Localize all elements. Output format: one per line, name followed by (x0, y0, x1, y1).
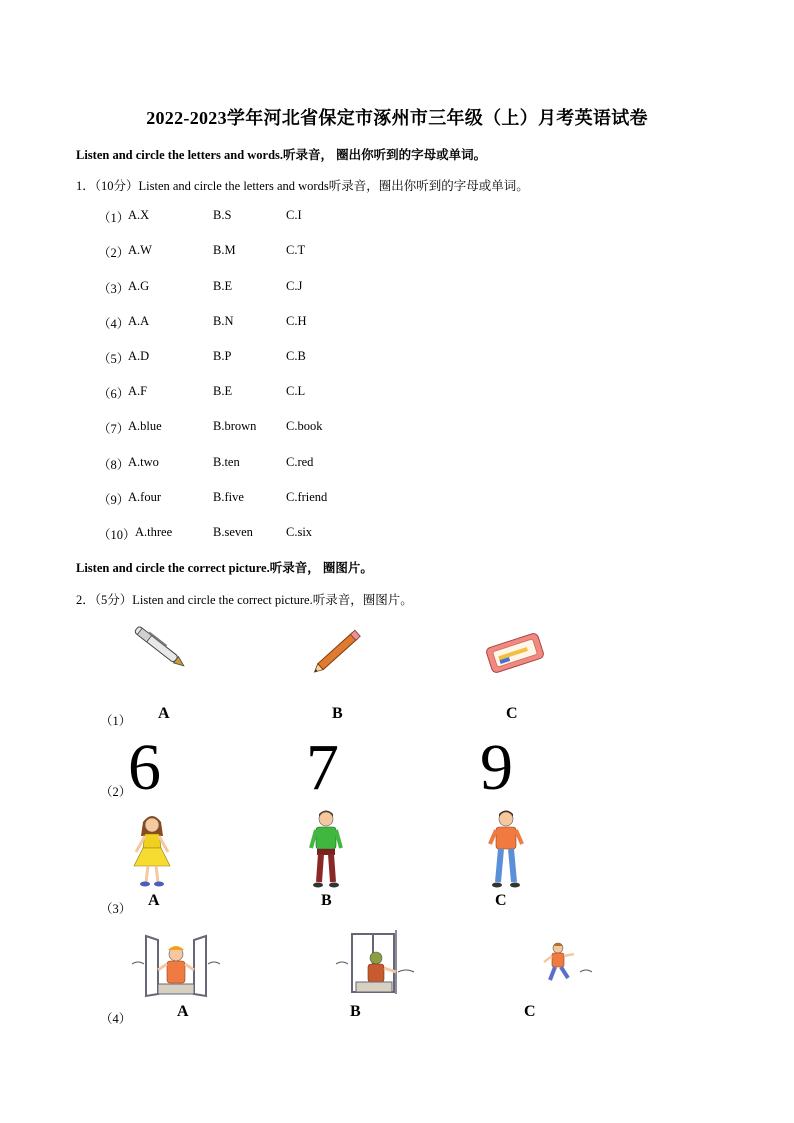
option-a[interactable]: A.D (128, 349, 150, 363)
digit-choice-b[interactable]: 7 (306, 731, 339, 804)
option-number: （6） (98, 387, 130, 401)
close-window-icon (334, 928, 420, 996)
option-c[interactable]: C.B (286, 349, 306, 363)
section-2-heading: Listen and circle the correct picture.听录音， 圈图片。 (76, 561, 373, 575)
option-number: （2） (98, 246, 130, 260)
option-b[interactable]: B.S (213, 208, 232, 222)
pencil-picture[interactable] (306, 620, 372, 685)
close-window-picture[interactable] (334, 928, 420, 1001)
choice-label-c: C (506, 705, 518, 722)
option-a[interactable]: A.four (128, 490, 161, 504)
pencil-icon (306, 620, 372, 680)
boy-green-picture[interactable] (306, 808, 346, 895)
page-title: 2022-2023学年河北省保定市涿州市三年级（上）月考英语试卷 (146, 108, 648, 128)
option-number: （9） (98, 493, 130, 507)
option-a[interactable]: A.W (128, 243, 152, 257)
option-b[interactable]: B.M (213, 243, 236, 257)
option-a[interactable]: A.F (128, 384, 148, 398)
option-b[interactable]: B.seven (213, 525, 253, 539)
option-c[interactable]: C.book (286, 419, 323, 433)
option-b[interactable]: B.E (213, 384, 233, 398)
choice-label-b: B (332, 705, 343, 722)
option-a[interactable]: A.G (128, 279, 150, 293)
choice-label-c: C (495, 892, 507, 909)
option-number: （10） (98, 528, 136, 542)
option-a[interactable]: A.X (128, 208, 150, 222)
running-child-icon (538, 940, 594, 990)
choice-label-b: B (321, 892, 332, 909)
option-a[interactable]: A.A (128, 314, 150, 328)
option-number: （8） (98, 458, 130, 472)
option-c[interactable]: C.I (286, 208, 302, 222)
option-number: （5） (98, 352, 130, 366)
item-number: （4） (100, 1012, 132, 1026)
boy-icon (306, 808, 346, 890)
item-number: （2） (100, 785, 132, 799)
option-c[interactable]: C.J (286, 279, 303, 293)
pencil-case-icon (482, 626, 548, 680)
girl-icon (128, 812, 176, 890)
option-b[interactable]: B.brown (213, 419, 257, 433)
boy-icon (484, 808, 528, 890)
option-c[interactable]: C.red (286, 455, 314, 469)
running-child-picture[interactable] (538, 940, 594, 995)
girl-picture[interactable] (128, 812, 176, 895)
option-b[interactable]: B.E (213, 279, 233, 293)
option-b[interactable]: B.N (213, 314, 234, 328)
question-2-text: 2．（5分）Listen and circle the correct picture.听录音，圈图片。 (76, 593, 413, 607)
option-number: （4） (98, 317, 130, 331)
digit-choice-c[interactable]: 9 (480, 731, 513, 804)
option-b[interactable]: B.ten (213, 455, 240, 469)
open-window-picture[interactable] (128, 930, 224, 1005)
pen-picture[interactable] (128, 620, 194, 681)
option-c[interactable]: C.six (286, 525, 313, 539)
item-number: （3） (100, 902, 132, 916)
option-number: （7） (98, 422, 130, 436)
digit-choice-a[interactable]: 6 (128, 731, 161, 804)
choice-label-a: A (158, 705, 170, 722)
choice-label-c: C (524, 1003, 536, 1020)
choice-label-a: A (177, 1003, 189, 1020)
option-a[interactable]: A.blue (128, 419, 162, 433)
option-c[interactable]: C.H (286, 314, 307, 328)
option-a[interactable]: A.three (135, 525, 173, 539)
pencil-case-picture[interactable] (482, 626, 548, 685)
option-a[interactable]: A.two (128, 455, 159, 469)
option-c[interactable]: C.T (286, 243, 306, 257)
option-b[interactable]: B.P (213, 349, 232, 363)
option-c[interactable]: C.friend (286, 490, 328, 504)
option-number: （3） (98, 282, 130, 296)
choice-label-b: B (350, 1003, 361, 1020)
option-c[interactable]: C.L (286, 384, 306, 398)
boy-orange-picture[interactable] (484, 808, 528, 895)
choice-label-a: A (148, 892, 160, 909)
question-1-text: 1．（10分）Listen and circle the letters and words听录音，圈出你听到的字母或单词。 (76, 179, 529, 193)
item-number: （1） (100, 714, 132, 728)
open-window-icon (128, 930, 224, 1000)
option-b[interactable]: B.five (213, 490, 244, 504)
option-number: （1） (98, 211, 130, 225)
section-1-heading: Listen and circle the letters and words.听录音， 圈出你听到的字母或单词。 (76, 148, 487, 162)
pen-icon (128, 620, 194, 676)
